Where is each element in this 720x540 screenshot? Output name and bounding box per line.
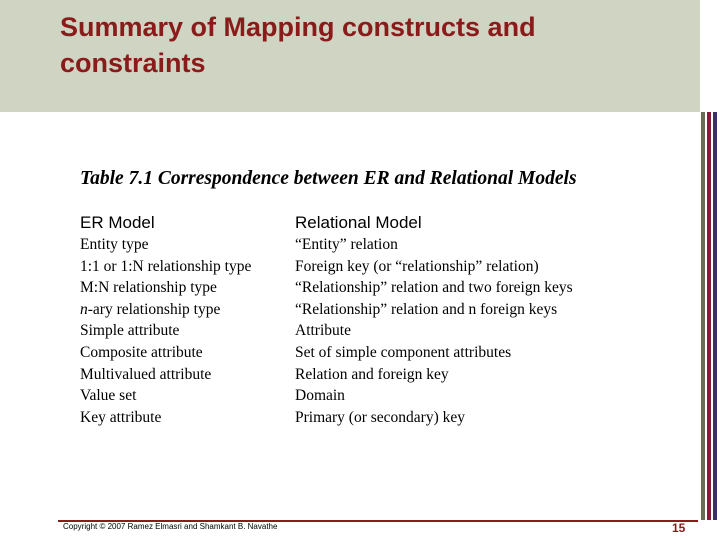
table-row	[0, 320, 700, 342]
decorative-stripe-olive	[701, 112, 705, 520]
relational-construct: Relation and foreign key	[295, 365, 449, 383]
relational-construct: Foreign key (or “relationship” relation)	[295, 257, 539, 275]
er-construct: Simple attribute	[80, 322, 180, 340]
title-band	[0, 0, 700, 112]
relational-construct: Attribute	[295, 322, 351, 340]
n-ary-prefix: n	[80, 300, 88, 318]
relational-construct: “Relationship” relation and two foreign keys	[295, 279, 573, 297]
table-row	[0, 299, 700, 321]
relational-construct: Domain	[295, 387, 345, 405]
relational-construct: “Entity” relation	[295, 236, 398, 253]
relational-construct: “Relationship” relation and n foreign keys	[295, 300, 558, 318]
er-construct: M:N relationship type	[80, 279, 217, 297]
copyright-notice: Copyright © 2007 Ramez Elmasri and Shamkant B. Navathe	[63, 522, 278, 531]
table-caption: Table 7.1 Correspondence between ER and Relational Models	[80, 168, 577, 189]
er-construct: 1:1 or 1:N relationship type	[80, 257, 252, 275]
relational-construct: Set of simple component attributes	[295, 343, 512, 361]
table-row	[0, 256, 700, 278]
er-construct: Multivalued attribute	[80, 365, 212, 383]
table-row	[0, 364, 700, 386]
er-construct	[80, 299, 220, 321]
table-row	[0, 385, 700, 407]
table-row	[0, 342, 700, 364]
er-construct: Composite attribute	[80, 343, 203, 361]
column-header-relational-model: Relational Model	[295, 213, 422, 232]
n-ary-suffix: -ary relationship type	[87, 300, 221, 318]
table-row	[0, 234, 700, 256]
slide-title: Summary of Mapping constructs and constraints	[60, 12, 536, 78]
decorative-stripe-maroon	[707, 112, 711, 520]
mapping-table	[0, 234, 700, 428]
er-construct: Entity type	[80, 236, 149, 253]
table-row	[0, 407, 700, 429]
er-construct: Value set	[80, 387, 137, 405]
table-row	[0, 277, 700, 299]
decorative-stripe-navy	[713, 112, 717, 520]
relational-construct: Primary (or secondary) key	[295, 408, 466, 426]
page-number: 15	[672, 521, 686, 535]
er-construct: Key attribute	[80, 408, 162, 426]
column-header-er-model: ER Model	[80, 213, 155, 232]
